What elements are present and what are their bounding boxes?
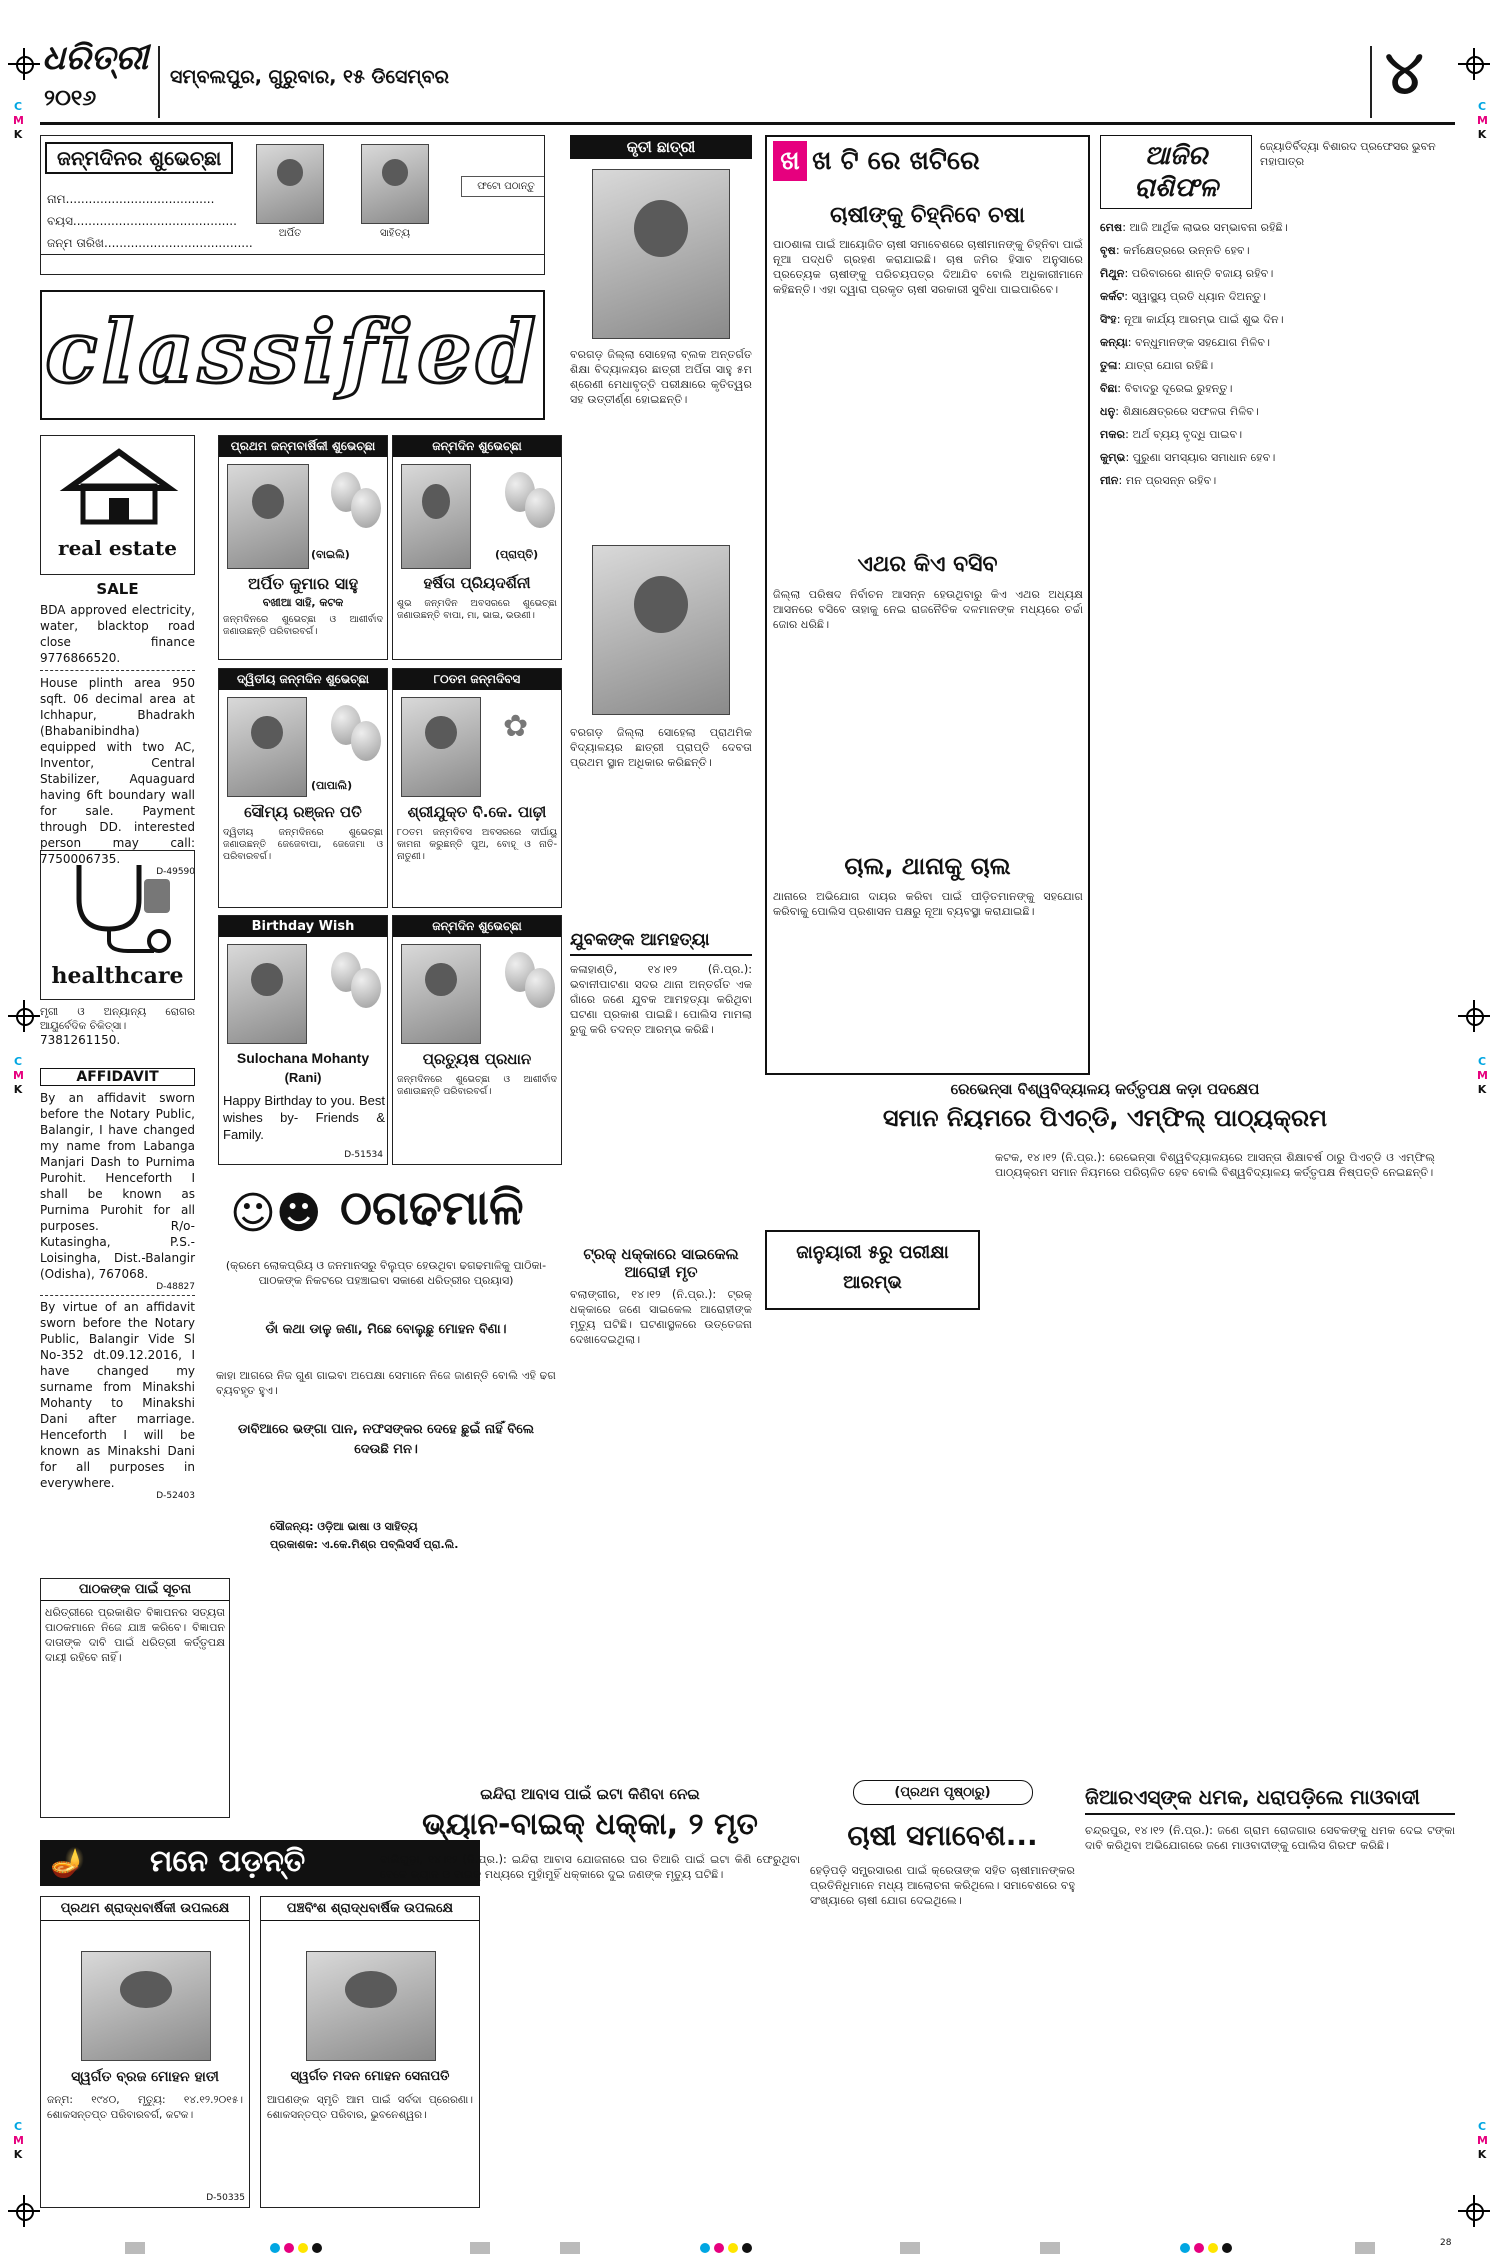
rashi-entry: ସିଂହ: ନୂଆ କାର୍ଯ୍ୟ ଆରମ୍ଭ ପାଇଁ ଶୁଭ ଦିନ। — [1100, 313, 1284, 326]
wish-card-6 — [392, 915, 562, 1165]
magenta-swatch — [284, 2243, 294, 2253]
wish-1-text: ଜନ୍ମଦିନରେ ଶୁଭେଚ୍ଛା ଓ ଆଶୀର୍ବାଦ ଜଣାଉଛନ୍ତି ପରିବାରବର୍ଗ। — [223, 614, 383, 637]
classified-banner — [40, 290, 545, 420]
obituary-2-name: ସ୍ୱର୍ଗତ ମଦନ ମୋହନ ସେନାପତି — [290, 2069, 450, 2084]
indira-story — [380, 1785, 800, 2215]
cmk-c: C — [13, 100, 23, 113]
khatire-body-2: ଜିଲ୍ଲା ପରିଷଦ ନିର୍ବାଚନ ଆସନ୍ନ ହେଉଥିବାରୁ କିଏ ଏଥର ଅଧ୍ୟକ୍ଷ ଆସନରେ ବସିବେ ତାହାକୁ ନେଇ ରାଜନୈତିକ ଦଳମାନଙ୍କ ମଧ୍ୟରେ ଚର୍ଚ୍ଚା ଜୋର ଧରିଛି। — [773, 588, 1083, 631]
khatire-banner — [773, 141, 1085, 191]
real-estate-block — [40, 435, 195, 575]
black-swatch — [312, 2243, 322, 2253]
rashi-entry: ବିଛା: ବିବାଦରୁ ଦୂରେଇ ରୁହନ୍ତୁ। — [1100, 382, 1233, 395]
birthday-form — [40, 135, 545, 275]
grey-bar — [470, 2242, 490, 2254]
cmk-k: K — [1477, 128, 1487, 141]
wish-6-name: ପ୍ରତ୍ୟୁଷ ପ୍ରଧାନ — [422, 1050, 532, 1068]
registration-mark-mid-left — [8, 1000, 40, 1032]
wish-1-nick: (ବାଇଲି) — [311, 548, 350, 561]
grey-bar — [900, 2242, 920, 2254]
healthcare-block — [40, 850, 195, 1000]
cmk-m: M — [1477, 2134, 1488, 2147]
wish-card-5 — [218, 915, 388, 1165]
wish-4-photo — [401, 697, 481, 797]
sale-ad-1: BDA approved electricity, water, blacktop road close finance 9776866520. — [40, 603, 195, 665]
yuvak-headline: ଯୁବକଙ୍କ ଆମହତ୍ୟା — [570, 930, 752, 956]
wish-2-text: ଶୁଭ ଜନ୍ମଦିନ ଅବସରରେ ଶୁଭେଚ୍ଛା ଜଣାଉଛନ୍ତି ବାପା, ମା, ଭାଇ, ଭଉଣୀ। — [397, 598, 557, 621]
rashi-entry: କନ୍ୟା: ବନ୍ଧୁମାନଙ୍କ ସହଯୋଗ ମିଳିବ। — [1100, 336, 1270, 349]
healthcare-ad — [40, 1005, 195, 1047]
registration-mark-bottom-left — [8, 2195, 40, 2227]
house-icon — [59, 446, 179, 526]
indira-headline: ଭ୍ୟାନ-ବାଇକ୍ ଧକ୍କା, ୨ ମୃତ — [422, 1807, 758, 1842]
page-number: ୪ — [1385, 38, 1424, 108]
affidavit-2-code: D-52403 — [156, 1491, 195, 1501]
cyan-swatch — [270, 2243, 280, 2253]
wish-5-photo — [227, 944, 307, 1044]
yellow-swatch — [298, 2243, 308, 2253]
kruti-chhatri-title: କୃତୀ ଛାତ୍ରୀ — [570, 135, 752, 159]
registration-mark-bottom-right — [1458, 2195, 1490, 2227]
cmk-k: K — [13, 2148, 23, 2161]
wish-3-nick: (ପାପାଲି) — [311, 779, 353, 792]
wish-5-msg: Happy Birthday to you. Best wishes by- Friends & Family. — [223, 1093, 385, 1142]
classified-title: classified — [45, 302, 540, 403]
thagamali-body-1: କାହା ଆଗରେ ନିଜ ଗୁଣ ଗାଇବା ଅପେକ୍ଷା ସେମାନେ ନିଜେ ଜାଣନ୍ତି ବୋଲି ଏହି ଢଗ ବ୍ୟବହୃତ ହୁଏ। — [216, 1369, 556, 1397]
rashi-sign: ସିଂହ — [1100, 313, 1117, 326]
birthday-form-title: ଜନ୍ମଦିନର ଶୁଭେଚ୍ଛା — [45, 142, 233, 174]
thagamali-title: ଠଗଢମାଳି — [340, 1180, 524, 1236]
affidavit-heading: AFFIDAVIT — [40, 1068, 195, 1086]
maoist-story — [1085, 1785, 1455, 2215]
wish-1-sub: ବଖୀଆ ସାହି, କଟକ — [262, 596, 344, 609]
wish-6-photo — [401, 944, 481, 1044]
wish-3-text: ଦ୍ୱିତୀୟ ଜନ୍ମଦିନରେ ଶୁଭେଚ୍ଛା ଜଣାଉଛନ୍ତି ଜେଜେବାପା, ଜେଜେମା ଓ ପରିବାରବର୍ଗ। — [223, 827, 383, 862]
cmk-marker-bottom-right — [1477, 2120, 1487, 2162]
wish-5-title: Birthday Wish — [219, 916, 387, 937]
khatire-headline-3: ଚାଲ, ଥାନାକୁ ଚାଲ — [844, 852, 1011, 880]
obituary-2-title: ପଞ୍ଚବିଂଶ ଶ୍ରାଦ୍ଧବାର୍ଷିକ ଉପଲକ୍ଷେ — [261, 1897, 479, 1921]
grey-bar — [560, 2242, 580, 2254]
cmk-c: C — [1477, 100, 1487, 113]
samabesh-kicker: (ପ୍ରଥମ ପୃଷ୍ଠାରୁ) — [853, 1780, 1033, 1805]
rashi-entry: ତୁଳା: ଯାତ୍ରା ଯୋଗ ରହିଛି। — [1100, 359, 1214, 372]
wish-4-title: ୮୦ତମ ଜନ୍ମଦିବସ — [393, 669, 561, 690]
rashi-entry: କର୍କଟ: ସ୍ୱାସ୍ଥ୍ୟ ପ୍ରତି ଧ୍ୟାନ ଦିଅନ୍ତୁ। — [1100, 290, 1267, 303]
cmk-k: K — [1477, 1083, 1487, 1096]
wish-3-name: ସୌମ୍ୟ ରଞ୍ଜନ ପତି — [244, 803, 362, 821]
wish-card-3 — [218, 668, 388, 908]
samabesh-body: ହେଡ଼ିପଡ଼ି ସମ୍ପ୍ରସାରଣ ପାଇଁ କ୍ରେତାଙ୍କ ସହିତ ଚାଷୀମାନଙ୍କର ପ୍ରତିନିଧିମାନେ ମଧ୍ୟ ଆଲୋଚନା କରିଥିଲେ। ସମାବେଶରେ ବହୁ ସଂଖ୍ୟାରେ ଚାଷୀ ଯୋଗ ଦେଇଥିଲେ। — [810, 1864, 1075, 1907]
sale-ad-2: House plinth area 950 sqft. 06 decimal area at Ichhapur, Bhadrakh (Bhabanibindha) equipped with two AC, Inventor, Central Stabilizer, Aquaguard having 6ft boundary wall for sale. Payment through DD. interested person may call: 7750006735. — [40, 676, 195, 866]
real-estate-label: real estate — [58, 536, 177, 560]
thagamali-credit: ସୌଜନ୍ୟ: ଓଡ଼ିଆ ଭାଷା ଓ ସାହିତ୍ୟ — [270, 1520, 418, 1533]
balloon-icon — [525, 968, 555, 1008]
kruti-chhatri — [570, 135, 752, 925]
grey-bar — [1355, 2242, 1375, 2254]
form-photo-2-caption: ସାହିତ୍ୟ — [379, 228, 410, 239]
grey-bar — [125, 2242, 145, 2254]
yellow-swatch — [728, 2243, 738, 2253]
form-instructions — [41, 254, 545, 275]
thagamali-line-2: ଡାବିଆରେ ଭଙ୍ଗା ପାନ, ନଫସଙ୍କର ଦେହେ ଛୁଇଁ ନାହିଁ ବିଲେ ଦେଉଛି ମନ। — [237, 1422, 535, 1457]
cmk-marker-mid-right — [1477, 1055, 1487, 1097]
healthcare-label: healthcare — [51, 963, 184, 989]
rashi-sign: କୁମ୍ଭ — [1100, 451, 1126, 464]
masthead-logo: ଧରିତ୍ରୀ — [42, 38, 149, 78]
sale-heading: SALE — [96, 580, 139, 598]
wish-6-title: ଜନ୍ମଦିନ ଶୁଭେଚ୍ଛା — [393, 916, 561, 937]
rashi-sign: ମିଥୁନ — [1100, 267, 1125, 280]
masthead — [40, 38, 1455, 126]
kruti-text-1: ବରଗଡ଼ ଜିଲ୍ଲା ସୋହେଲା ବ୍ଲକ ଅନ୍ତର୍ଗତ ଶିକ୍ଷା ବିଦ୍ୟାଳୟର ଛାତ୍ରୀ ଅର୍ପିତା ସାହୁ ୫ମ ଶ୍ରେଣୀ ମେଧାବୃତ୍ତି ପରୀକ୍ଷାରେ କୃତିତ୍ୱର ସହ ଉତ୍ତୀର୍ଣ୍ଣ ହୋଇଛନ୍ତି। — [570, 348, 752, 406]
thagamali-publisher: ପ୍ରକାଶକ: ଏ.କେ.ମିଶ୍ର ପବ୍ଲିସର୍ସ ପ୍ରା.ଲି. — [270, 1538, 459, 1551]
rashi-list — [1100, 220, 1455, 496]
khatire-headline-1: ଚାଷୀଙ୍କୁ ଚିହ୍ନିବେ ଚଷା — [830, 203, 1025, 228]
affidavit-2: By virtue of an affidavit sworn before the Notary Public, Balangir Vide Sl No-352 dt.09.12.2016, I have changed my surname from Minakshi Mohanty to Minakshi Dani after marriage. Henceforth I will be known as Minakshi Dani for all purposes in everywhere. — [40, 1300, 195, 1490]
flower-icon: ✿ — [503, 709, 529, 744]
rashi-entry: ମକର: ଅର୍ଥ ବ୍ୟୟ ବୃଦ୍ଧି ପାଇବ। — [1100, 428, 1243, 441]
obituary-1-text: ଜନ୍ମ: ୧୯୪୦, ମୃତ୍ୟୁ: ୧୪.୧୨.୨୦୧୫। ଶୋକସନ୍ତପ୍ତ ପରିବାରବର୍ଗ, କଟକ। — [47, 2094, 243, 2121]
rashi-sign: କନ୍ୟା — [1100, 336, 1128, 349]
maoist-body: ଚନ୍ଦ୍ରପୁର, ୧୪।୧୨ (ନି.ପ୍ର.): ଜଣେ ଗ୍ରାମ ରୋଜଗାର ସେବକଙ୍କୁ ଧମକ ଦେଇ ଟଙ୍କା ଦାବି କରିଥିବା ଅଭିଯୋଗରେ ଜଣେ ମାଓବାଦୀଙ୍କୁ ପୋଲିସ ଗିରଫ କରିଛି। — [1085, 1824, 1455, 1852]
black-swatch — [1222, 2243, 1232, 2253]
cycle-body: ବଲାଙ୍ଗୀର, ୧୪।୧୨ (ନି.ପ୍ର.): ଟ୍ରକ୍ ଧକ୍କାରେ ଜଣେ ସାଇକେଲ ଆରୋହୀଙ୍କ ମୃତ୍ୟୁ ଘଟିଛି। ଘଟଣାସ୍ଥଳରେ ଉତ୍ତେଜନା ଦେଖାଦେଇଥିଲା। — [570, 1288, 752, 1346]
rashi-sign: ମୀନ — [1100, 474, 1119, 487]
thagamali-box — [210, 1180, 562, 1570]
registration-mark-top-left — [8, 48, 40, 80]
rashi-entry: ମୀନ: ମନ ପ୍ରସନ୍ନ ରହିବ। — [1100, 474, 1217, 487]
wish-1-title: ପ୍ରଥମ ଜନ୍ମବାର୍ଷିକୀ ଶୁଭେଚ୍ଛା — [219, 436, 387, 457]
yuvak-story — [570, 930, 752, 1230]
cmk-c: C — [1477, 1055, 1487, 1068]
rashi-entry: ଧନୁ: ଶିକ୍ଷାକ୍ଷେତ୍ରରେ ସଫଳତା ମିଳିବ। — [1100, 405, 1259, 418]
phd-body: କଟକ, ୧୪।୧୨ (ନି.ପ୍ର.): ରେଭେନ୍ସା ବିଶ୍ୱବିଦ୍ୟାଳୟରେ ଆସନ୍ତା ଶିକ୍ଷାବର୍ଷ ଠାରୁ ପିଏଚ୍‌ଡି ଓ ଏମ୍‌ଫିଲ୍ ପାଠ୍ୟକ୍ରମ ସମାନ ନିୟମରେ ପରିଚାଳିତ ହେବ ବୋଲି ବିଶ୍ୱବିଦ୍ୟାଳୟ କର୍ତ୍ତୃପକ୍ଷ ନିଷ୍ପତ୍ତି ନେଇଛନ୍ତି। — [995, 1151, 1435, 1179]
rashifal-astrologer: ଜ୍ୟୋତିର୍ବିଦ୍ୟା ବିଶାରଦ ପ୍ରଫେସର ଭୁବନ ମହାପାତ୍ର — [1260, 140, 1436, 168]
cmk-m: M — [13, 1069, 24, 1082]
obituary-1-code: D-50335 — [206, 2193, 245, 2203]
magenta-swatch — [714, 2243, 724, 2253]
phd-subbox — [765, 1230, 980, 1310]
yellow-swatch — [1208, 2243, 1218, 2253]
rashi-sign: ମକର — [1100, 428, 1126, 441]
obituary-1 — [40, 1896, 250, 2208]
phd-kicker: ରେଭେନ୍ସା ବିଶ୍ୱବିଦ୍ୟାଳୟ କର୍ତ୍ତୃପକ୍ଷ କଡ଼ା ପଦକ୍ଷେପ — [950, 1080, 1260, 1098]
rashi-sign: କର୍କଟ — [1100, 290, 1125, 303]
wish-1-photo — [227, 464, 309, 569]
field-age[interactable]: ବୟସ........................................... — [47, 214, 237, 228]
kruti-photo-2 — [592, 545, 730, 715]
cmk-c: C — [1477, 2120, 1487, 2133]
wish-1-name: ଅର୍ପିତ କୁମାର ସାହୁ — [247, 574, 359, 593]
cyan-swatch — [1180, 2243, 1190, 2253]
cmk-c: C — [13, 2120, 23, 2133]
cycle-headline: ଟ୍ରକ୍ ଧକ୍କାରେ ସାଇକେଲ ଆରୋହୀ ମୃତ — [583, 1245, 739, 1281]
cmk-marker-bottom-left — [13, 2120, 23, 2162]
wish-3-photo — [227, 697, 307, 797]
sale-code: D-49590 — [156, 867, 195, 877]
mane-padanti-title: ମନେ ପଡ଼ନ୍ତି — [150, 1844, 306, 1879]
rashi-entry: ବୃଷ: କର୍ମକ୍ଷେତ୍ରରେ ଉନ୍ନତି ହେବ। — [1100, 244, 1250, 257]
registration-mark-top-right — [1458, 48, 1490, 80]
rashi-sign: ଧନୁ — [1100, 405, 1116, 418]
cyan-swatch — [700, 2243, 710, 2253]
samabesh-story — [810, 1780, 1075, 2210]
phd-subbox-text: ଜାନୁୟାରୀ ୫ରୁ ପରୀକ୍ଷା ଆରମ୍ଭ — [796, 1242, 949, 1293]
balloon-icon — [351, 968, 381, 1008]
indira-kicker: ଇନ୍ଦିରା ଆବାସ ପାଇଁ ଇଟା କିଣିବା ନେଇ — [480, 1785, 700, 1803]
wish-6-text: ଜନ୍ମଦିନରେ ଶୁଭେଚ୍ଛା ଓ ଆଶୀର୍ବାଦ ଜଣାଉଛନ୍ତି ପରିବାରବର୍ଗ। — [397, 1074, 557, 1097]
wish-2-nick: (ପ୍ରାପ୍ତି) — [495, 548, 539, 561]
reader-notice-text: ଧରିତ୍ରୀରେ ପ୍ରକାଶିତ ବିଜ୍ଞାପନର ସତ୍ୟତା ପାଠକମାନେ ନିଜେ ଯାଞ୍ଚ କରିବେ। ବିଜ୍ଞାପନ ଦାତାଙ୍କ ଦାବି ପାଇଁ ଧରିତ୍ରୀ କର୍ତ୍ତୃପକ୍ଷ ଦାୟୀ ରହିବେ ନାହିଁ। — [45, 1606, 225, 1664]
cmk-k: K — [1477, 2148, 1487, 2161]
obituary-1-title: ପ୍ରଥମ ଶ୍ରାଦ୍ଧବାର୍ଷିକୀ ଉପଲକ୍ଷେ — [41, 1897, 249, 1921]
healthcare-phone: 7381261150. — [40, 1033, 121, 1047]
samabesh-headline: ଚାଷୀ ସମାବେଶ... — [847, 1819, 1038, 1852]
wish-card-4 — [392, 668, 562, 908]
registration-mark-mid-right — [1458, 1000, 1490, 1032]
thagamali-line-1: ଡାଁ କଥା ଡାଳୁ ଜଣା, ମିଛେ ବୋଲୁଛୁ ମୋହନ ବିଣା। — [265, 1322, 507, 1337]
wish-5-name: Sulochana Mohanty — [236, 1050, 370, 1066]
form-photo-2 — [361, 144, 429, 224]
cmk-k: K — [13, 128, 23, 141]
obituary-1-photo — [81, 1951, 211, 2061]
cycle-story — [570, 1245, 752, 1665]
yuvak-body: କଳାହାଣ୍ଡି, ୧୪।୧୨ (ନି.ପ୍ର.): ଭବାନୀପାଟଣା ସଦର ଥାନା ଅନ୍ତର୍ଗତ ଏକ ଗାଁରେ ଜଣେ ଯୁବକ ଆମହତ୍ୟା କରିଥିବା ଘଟଣା ପ୍ରକାଶ ପାଇଛି। ପୋଲିସ ମାମଲା ରୁଜୁ କରି ତଦନ୍ତ ଆରମ୍ଭ କରିଛି। — [570, 963, 752, 1036]
wish-2-title: ଜନ୍ମଦିନ ଶୁଭେଚ୍ଛା — [393, 436, 561, 457]
masthead-dateline: ସମ୍ବଲପୁର, ଗୁରୁବାର, ୧୫ ଡିସେମ୍ବର — [170, 66, 449, 88]
wish-2-name: ହର୍ଷିତା ପ୍ରିୟଦର୍ଶିନୀ — [423, 574, 531, 592]
form-note: ଫଟୋ ପଠାନ୍ତୁ — [461, 176, 545, 197]
wish-3-title: ଦ୍ୱିତୀୟ ଜନ୍ମଦିନ ଶୁଭେଚ୍ଛା — [219, 669, 387, 690]
balloon-icon — [525, 488, 555, 528]
khatire-headline-2: ଏଥର କିଏ ବସିବ — [857, 552, 998, 577]
rashifal-title: ଆଜିର ରାଶିଫଳ — [1100, 135, 1252, 209]
stethoscope-icon — [59, 859, 179, 954]
cmk-m: M — [13, 114, 24, 127]
cmk-m: M — [1477, 114, 1488, 127]
kruti-text-2: ବରଗଡ଼ ଜିଲ୍ଲା ସୋହେଲା ପ୍ରାଥମିକ ବିଦ୍ୟାଳୟର ଛାତ୍ରୀ ପ୍ରାପ୍ତି ଦେବତା ପ୍ରଥମ ସ୍ଥାନ ଅଧିକାର କରିଛନ୍ତି। — [570, 726, 752, 769]
reader-notice-heading: ପାଠକଙ୍କ ପାଇଁ ସୂଚନା — [41, 1579, 229, 1601]
kruti-photo-1 — [592, 169, 730, 339]
balloon-icon — [351, 721, 381, 761]
cmk-m: M — [1477, 1069, 1488, 1082]
khatire-box — [765, 135, 1090, 1075]
rashi-sign: ତୁଳା — [1100, 359, 1118, 372]
rashi-entry: କୁମ୍ଭ: ପୁରୁଣା ସମସ୍ୟାର ସମାଧାନ ହେବ। — [1100, 451, 1276, 464]
lamp-icon: 🪔 — [50, 1846, 85, 1879]
masthead-year: ୨୦୧୬ — [44, 86, 97, 111]
rashi-sign: ବିଛା — [1100, 382, 1118, 395]
form-photo-1-caption: ଅର୍ପିତ — [278, 228, 302, 239]
magenta-swatch — [1194, 2243, 1204, 2253]
obituary-1-name: ସ୍ୱର୍ଗତ ବ୍ରଜ ମୋହନ ହାତୀ — [71, 2069, 219, 2085]
maoist-headline: ଜିଆରଏସ୍‌ଙ୍କ ଧମକ, ଧରାପଡ଼ିଲେ ମାଓବାଦୀ — [1085, 1785, 1455, 1815]
cmk-k: K — [13, 1083, 23, 1096]
rashifal — [1100, 135, 1455, 1575]
rashi-sign: ମେଷ — [1100, 221, 1123, 234]
obituary-2-text: ଆପଣଙ୍କ ସ୍ମୃତି ଆମ ପାଇଁ ସର୍ବଦା ପ୍ରେରଣା। ଶୋକସନ୍ତପ୍ତ ପରିବାର, ଭୁବନେଶ୍ୱର। — [267, 2094, 473, 2121]
wish-5-nick: (Rani) — [284, 1070, 322, 1085]
cmk-c: C — [13, 1055, 23, 1068]
wish-4-text: ୮୦ତମ ଜନ୍ମଦିବସ ଅବସରରେ ଦୀର୍ଘାୟୁ କାମନା କରୁଛନ୍ତି ପୁଅ, ବୋହୂ ଓ ନାତି-ନାତୁଣୀ। — [397, 827, 557, 862]
field-date[interactable]: ଜନ୍ମ ତାରିଖ....................................... — [47, 236, 253, 250]
khatire-banner-text: ଖ ଟି ରେ ଖଟିରେ — [812, 146, 980, 176]
black-swatch — [742, 2243, 752, 2253]
reader-notice — [40, 1578, 230, 1818]
indira-body: ବାଲିଗୁଡ଼ା, ୧୪।୧୨ (ନି.ପ୍ର.): ଇନ୍ଦିରା ଆବାସ ଯୋଜନାରେ ଘର ତିଆରି ପାଇଁ ଇଟା କିଣି ଫେରୁଥିବା ବେଳେ ଭ୍ୟାନ ଓ ବାଇକ୍ ମଧ୍ୟରେ ମୁହାଁମୁହିଁ ଧକ୍କାରେ ଦୁଇ ଜଣଙ୍କ ମୃତ୍ୟୁ ଘଟିଛି। — [380, 1853, 800, 1881]
affidavit-1: By an affidavit sworn before the Notary Public, Balangir, I have changed my name from Labanga Manjari Dash to Purnima Purohit. Henceforth I shall be known as Purnima Purohit for all purposes. R/o-Kutasingha, P.S.- Loisingha, Dist.-Balangir (Odisha), 767068. — [40, 1091, 195, 1281]
rashi-entry: ମିଥୁନ: ପରିବାରରେ ଶାନ୍ତି ବଜାୟ ରହିବ। — [1100, 267, 1274, 280]
field-name[interactable]: ନାମ....................................... — [47, 192, 215, 206]
thagamali-subtitle: (କ୍ରମେ ଲୋକପ୍ରିୟ ଓ ଜନମାନସରୁ ବିଲୁପ୍ତ ହେଉଥିବା ଢଗଢମାଳିକୁ ପାଠିକା-ପାଠକଙ୍କ ନିକଟରେ ପହଞ୍ଚାଇବା ସକାଶେ ଧରିତ୍ରୀର ପ୍ରୟାସ) — [225, 1259, 547, 1287]
khatire-letter-1: ଖ — [773, 141, 807, 181]
cmk-marker-top-right — [1477, 100, 1487, 142]
grey-bar — [1040, 2242, 1060, 2254]
wish-4-name: ଶ୍ରୀଯୁକ୍ତ ବି.କେ. ପାଢ଼ୀ — [407, 803, 547, 821]
affidavit-section — [40, 1068, 195, 1501]
thagamali-faces-icon: ☺☻ — [230, 1188, 322, 1239]
affidavit-1-code: D-48827 — [156, 1282, 195, 1292]
cmk-marker-top-left — [13, 100, 23, 142]
footer-page-number: 28 — [1440, 2238, 1452, 2248]
wish-card-2 — [392, 435, 562, 660]
khatire-body-1: ପାଠଶାଳା ପାଇଁ ଆୟୋଜିତ ଚାଷୀ ସମାବେଶରେ ଚାଷୀମାନଙ୍କୁ ଚିହ୍ନିବା ପାଇଁ ନୂଆ ପଦ୍ଧତି ଗ୍ରହଣ କରାଯାଇଛି। ଚାଷ ଜମିର ହିସାବ ଅନୁସାରେ ପ୍ରତ୍ୟେକ ଚାଷୀଙ୍କୁ ପରିଚୟପତ୍ର ଦିଆଯିବ ବୋଲି ଅଧିକାରୀମାନେ କହିଛନ୍ତି। ଏହା ଦ୍ୱାରା ପ୍ରକୃତ ଚାଷୀ ସରକାରୀ ସୁବିଧା ପାଇପାରିବେ। — [773, 238, 1083, 296]
balloon-icon — [351, 488, 381, 528]
rashi-sign: ବୃଷ — [1100, 244, 1116, 257]
wish-2-photo — [401, 464, 471, 569]
wish-card-1 — [218, 435, 388, 660]
cmk-m: M — [13, 2134, 24, 2147]
wish-5-code: D-51534 — [344, 1150, 383, 1160]
healthcare-ad-text: ମୃଗୀ ଓ ଅନ୍ୟାନ୍ୟ ରୋଗର ଆୟୁର୍ବେଦିକ ଚିକିତ୍ସା। — [40, 1006, 195, 1032]
footer-print-bar — [0, 2238, 1500, 2258]
khatire-body-3: ଥାନାରେ ଅଭିଯୋଗ ଦାୟର କରିବା ପାଇଁ ପୀଡ଼ିତମାନଙ୍କୁ ସହଯୋଗ କରିବାକୁ ପୋଲିସ ପ୍ରଶାସନ ପକ୍ଷରୁ ନୂଆ ବ୍ୟବସ୍ଥା କରାଯାଇଛି। — [773, 890, 1083, 918]
cmk-marker-mid-left — [13, 1055, 23, 1097]
phd-headline: ସମାନ ନିୟମରେ ପିଏଚ୍‌ଡି, ଏମ୍‌ଫିଲ୍ ପାଠ୍ୟକ୍ରମ — [882, 1104, 1328, 1132]
rashi-entry: ମେଷ: ଆଜି ଆର୍ଥିକ ଲାଭର ସମ୍ଭାବନା ରହିଛି। — [1100, 221, 1288, 234]
form-photo-1 — [256, 144, 324, 224]
sale-section — [40, 580, 195, 877]
